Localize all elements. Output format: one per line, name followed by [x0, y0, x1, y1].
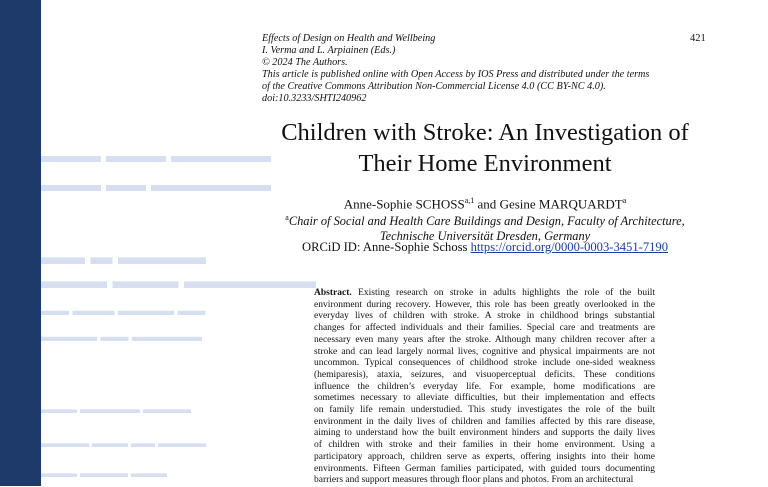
affiliation-mark: a	[285, 213, 289, 222]
author-joiner: and	[477, 196, 497, 212]
affiliation-text: Chair of Social and Health Care Buildings and Design, Faculty of Architecture,	[288, 214, 685, 229]
abstract-line: necessary even many years after the stroke. Although many children recover after a	[314, 334, 655, 345]
abstract-line: environments. Fifteen German families participated, with guided tours documenting	[314, 463, 655, 474]
affiliation-line	[250, 211, 720, 229]
paper-title	[250, 117, 720, 179]
author-name: Anne-Sophie SCHOSS	[343, 196, 465, 212]
header-line: I. Verma and L. Arpiainen (Eds.)	[262, 45, 396, 57]
abstract-line: everyday lives of children with stroke. A stroke in childhood brings substantial	[314, 311, 655, 322]
abstract-line: participatory approach, children serve as experts, offering insights into their home	[314, 451, 655, 462]
author-line	[250, 193, 720, 212]
ghost-line: ▬▬ ▬▬▬ ▬▬▬▬ ▬▬	[41, 304, 206, 319]
title-line: Children with Stroke: An Investigation of	[281, 119, 689, 146]
abstract-line: barriers and support measures through floor plans and photos. From an architectural	[314, 475, 634, 486]
ghost-line: ▬▬▬▬ ▬▬ ▬▬▬▬▬	[41, 330, 202, 345]
abstract-line: on family life remain understudied. This study investigates the role of the built	[314, 405, 655, 416]
header-line: of the Creative Commons Attribution Non-Commercial License 4.0 (CC BY-NC 4.0).	[262, 81, 606, 93]
abstract-label: Abstract.	[314, 288, 352, 298]
ghost-line: ▬▬▬ ▬▬ ▬▬▬▬▬▬	[41, 174, 271, 196]
title-line: Their Home Environment	[358, 150, 612, 177]
abstract-line: (hemiparesis), ataxia, seizures, and visuoperceptual deficits. These conditions	[314, 369, 655, 380]
author-affiliation-mark: a	[622, 196, 627, 205]
abstract-line: of children with stroke and their families in their home environment. Using a	[314, 440, 655, 451]
affiliation	[250, 211, 720, 243]
abstract-line: stroke and can lead largely normal lives, cognitive and physical impairments are not	[314, 346, 655, 357]
abstract-line: changes for affected individuals and their families. Special care and treatments are	[314, 323, 655, 334]
abstract-text: Existing research on stroke in adults highlights the role of the built	[358, 288, 655, 298]
ghost-line: ▬▬▬ ▬▬▬ ▬▬▬▬▬	[41, 145, 271, 167]
abstract-line: sometimes necessary to alleviate difficulties, but their implementation and effects	[314, 393, 655, 404]
author-name: Gesine MARQUARDT	[499, 196, 623, 212]
orcid-label: ORCiD ID: Anne-Sophie Schoss	[301, 240, 468, 254]
abstract	[314, 288, 655, 487]
ghost-line: ▬▬ ▬ ▬▬▬▬	[41, 244, 206, 269]
abstract-line: environment in the daily lives of children and families affected by this rare disease,	[314, 416, 655, 427]
abstract-line: influence the children’s everyday life. For example, home modifications are	[314, 381, 655, 392]
ghost-line: ▬▬▬ ▬▬▬▬▬ ▬▬▬▬	[41, 402, 191, 416]
orcid-line	[250, 240, 720, 255]
ghost-line: ▬▬▬▬ ▬▬▬ ▬▬ ▬▬▬▬	[41, 436, 206, 450]
abstract-line: environment during recovery. However, this role has been greatly overlooked in the	[314, 299, 655, 310]
ghost-line: ▬▬▬ ▬▬▬ ▬▬▬▬▬▬	[41, 268, 316, 293]
affiliation-line: Technische Universität Dresden, Germany	[379, 228, 591, 243]
header-line: This article is published online with Open Access by IOS Press and distributed under the terms	[262, 69, 650, 81]
page-number: 421	[690, 33, 706, 44]
header-line: doi:10.3233/SHTI240962	[262, 93, 367, 105]
ghost-line: ▬▬▬ ▬▬▬▬ ▬▬▬	[41, 466, 167, 480]
header-line: © 2024 The Authors.	[262, 57, 348, 69]
abstract-line: aiming to understand how the built environment hinders and supports the daily lives	[314, 428, 655, 439]
header-line: Effects of Design on Health and Wellbeing	[262, 33, 436, 44]
author-affiliation-mark: a,1	[464, 196, 475, 205]
journal-header	[262, 33, 702, 106]
abstract-line	[314, 288, 655, 300]
abstract-line: uncommon. Typical consequences of childhood stroke include one-sided weakness	[314, 358, 655, 369]
orcid-link[interactable]: https://orcid.org/0000-0003-3451-7190	[470, 240, 669, 254]
